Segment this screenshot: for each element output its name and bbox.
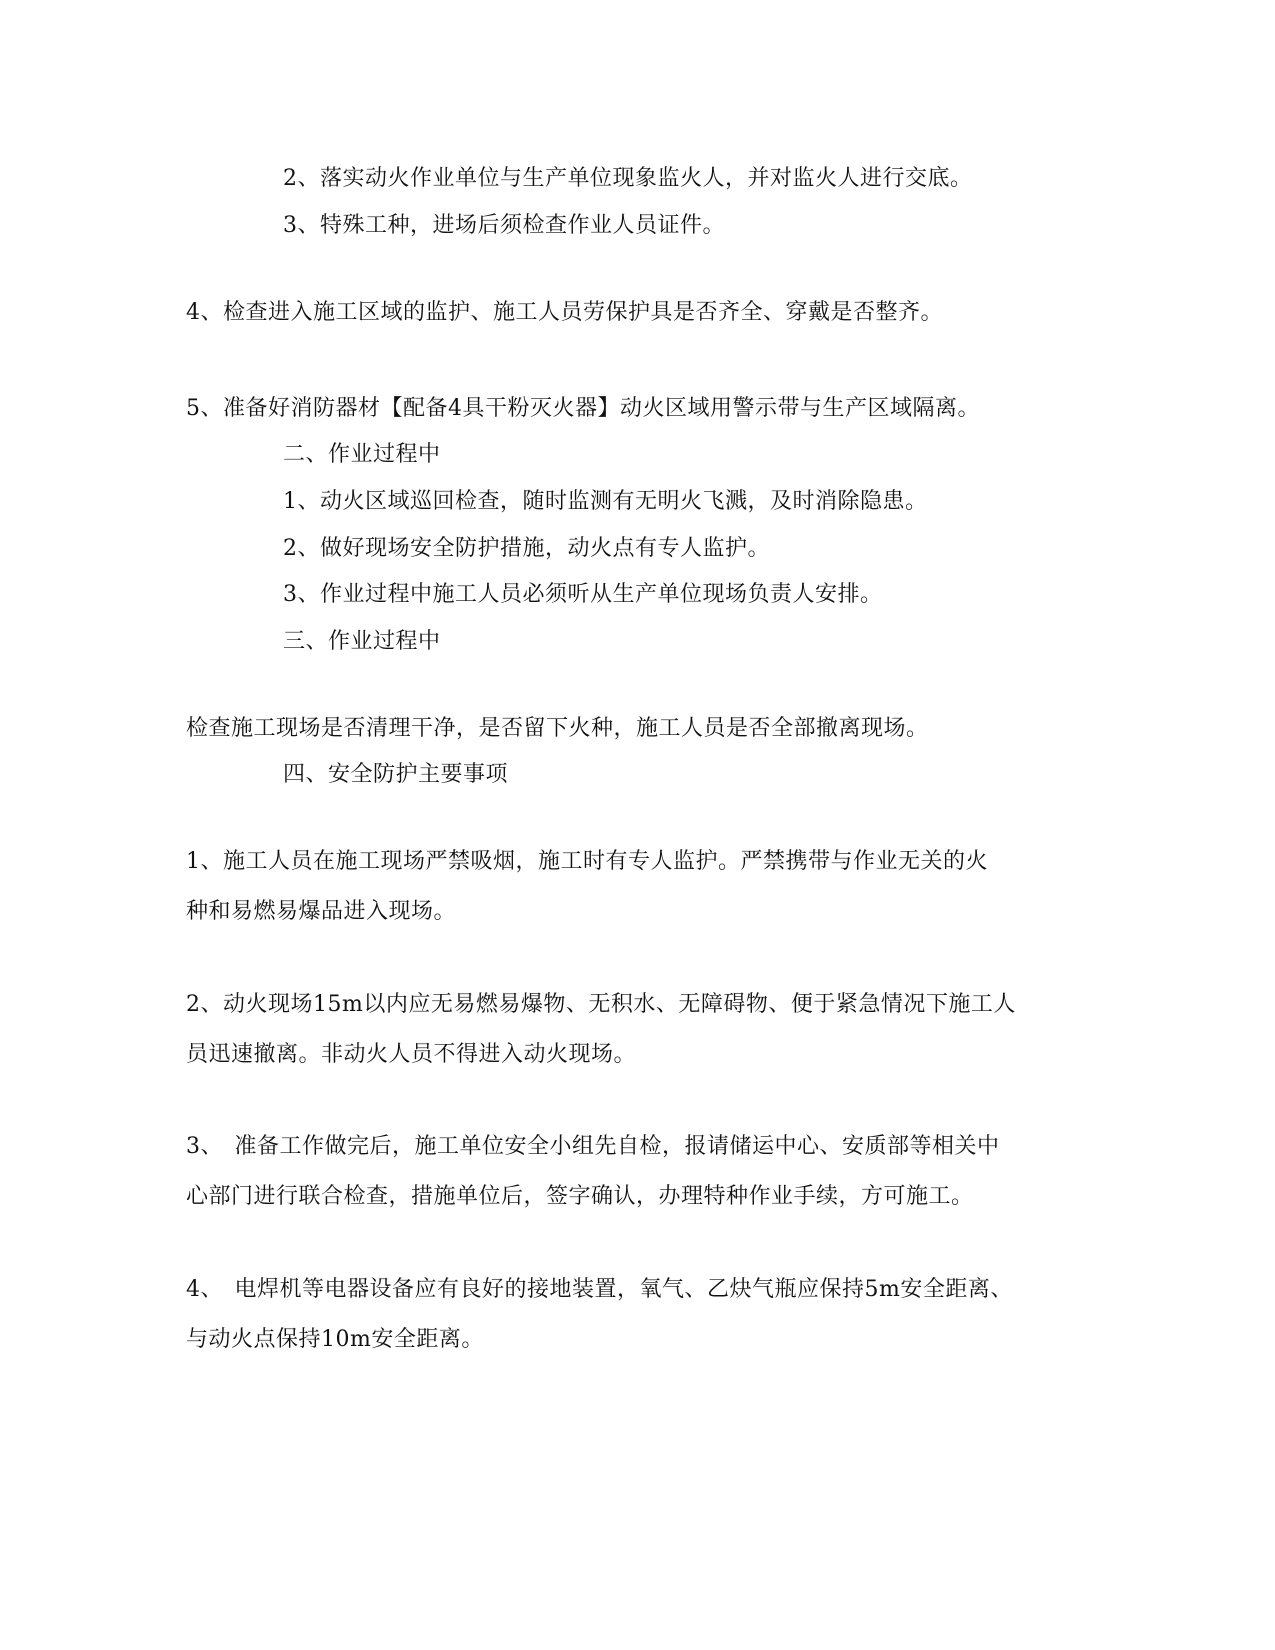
text-line: 4、 电焊机等电器设备应有良好的接地装置，氧气、乙炔气瓶应保持5m安全距离、 xyxy=(186,1277,1013,1302)
section-heading: 四、安全防护主要事项 xyxy=(283,762,509,787)
text-line: 5、准备好消防器材【配备4具干粉灭火器】动火区域用警示带与生产区域隔离。 xyxy=(186,396,980,421)
text-line: 2、落实动火作业单位与生产单位现象监火人，并对监火人进行交底。 xyxy=(283,166,973,191)
text-line: 员迅速撤离。非动火人员不得进入动火现场。 xyxy=(186,1042,637,1067)
text-line: 1、施工人员在施工现场严禁吸烟，施工时有专人监护。严禁携带与作业无关的火 xyxy=(186,849,988,874)
text-line: 3、作业过程中施工人员必须听从生产单位现场负责人安排。 xyxy=(283,582,883,607)
text-line: 种和易燃易爆品进入现场。 xyxy=(186,899,457,924)
text-line: 检查施工现场是否清理干净，是否留下火种，施工人员是否全部撤离现场。 xyxy=(186,716,929,741)
text-line: 1、动火区域巡回检查，随时监测有无明火飞溅，及时消除隐患。 xyxy=(283,489,928,514)
section-heading: 三、作业过程中 xyxy=(283,629,441,654)
text-line: 2、动火现场15m以内应无易燃易爆物、无积水、无障碍物、便于紧急情况下施工人 xyxy=(186,992,1016,1017)
text-line: 心部门进行联合检查，措施单位后，签字确认，办理特种作业手续，方可施工。 xyxy=(186,1184,974,1209)
text-line: 4、检查进入施工区域的监护、施工人员劳保护具是否齐全、穿戴是否整齐。 xyxy=(186,300,943,325)
text-line: 与动火点保持10m安全距离。 xyxy=(186,1327,484,1352)
text-line: 3、特殊工种，进场后须检查作业人员证件。 xyxy=(283,213,725,238)
text-line: 2、做好现场安全防护措施，动火点有专人监护。 xyxy=(283,536,770,561)
text-line: 3、 准备工作做完后，施工单位安全小组先自检，报请储运中心、安质部等相关中 xyxy=(186,1134,1000,1159)
section-heading: 二、作业过程中 xyxy=(283,442,441,467)
